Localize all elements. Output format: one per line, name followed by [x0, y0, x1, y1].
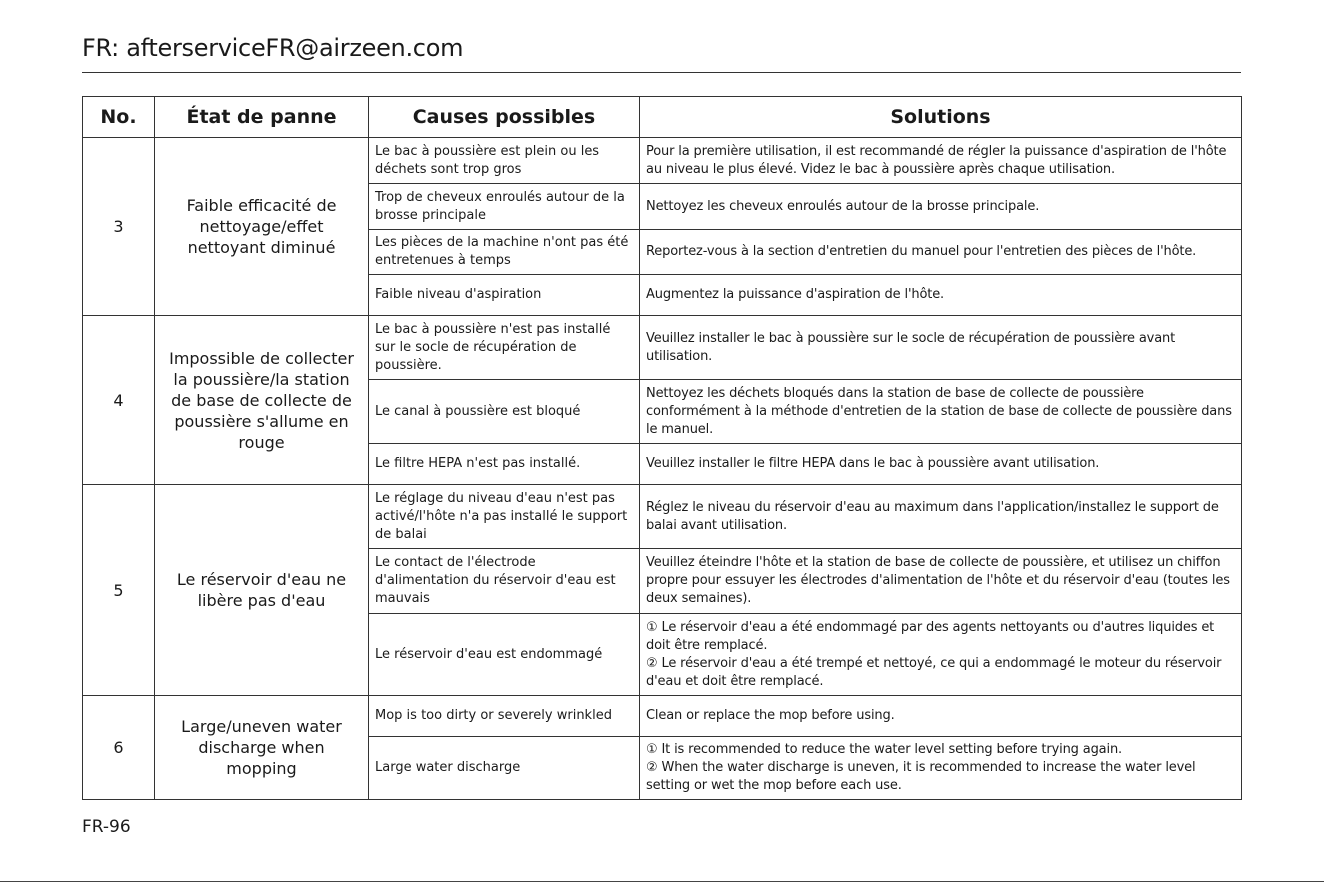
fault-number: 5: [83, 485, 155, 696]
bottom-divider: [0, 881, 1324, 882]
solution: Veuillez installer le filtre HEPA dans le bac à poussière avant utilisation.: [640, 444, 1242, 485]
solution: Nettoyez les cheveux enroulés autour de la brosse principale.: [640, 184, 1242, 230]
solution-line: ② Le réservoir d'eau a été trempé et nettoyé, ce qui a endommagé le moteur du réservoir d'eau et doit être remplacé.: [646, 655, 1222, 689]
solution: Augmentez la puissance d'aspiration de l'hôte.: [640, 275, 1242, 316]
troubleshooting-table: [82, 96, 1242, 800]
column-header-solutions: Solutions: [640, 97, 1242, 138]
table-row: [83, 485, 1242, 549]
fault-state: Le réservoir d'eau ne libère pas d'eau: [155, 485, 369, 696]
fault-number: 3: [83, 138, 155, 316]
fault-number: 4: [83, 316, 155, 485]
table-row: [83, 316, 1242, 380]
possible-cause: Le contact de l'électrode d'alimentation du réservoir d'eau est mauvais: [369, 549, 640, 614]
solution: Nettoyez les déchets bloqués dans la station de base de collecte de poussière conformément à la méthode d'entretien de la station de base de collecte de poussière dans le manuel.: [640, 380, 1242, 444]
table-row: [83, 138, 1242, 184]
page-number: FR-96: [82, 817, 131, 837]
solution-line: ① It is recommended to reduce the water level setting before trying again.: [646, 742, 1123, 757]
solution: [640, 614, 1242, 696]
possible-cause: Le réservoir d'eau est endommagé: [369, 614, 640, 696]
fault-state: Faible efficacité de nettoyage/effet nettoyant diminué: [155, 138, 369, 316]
possible-cause: Trop de cheveux enroulés autour de la brosse principale: [369, 184, 640, 230]
possible-cause: Le réglage du niveau d'eau n'est pas activé/l'hôte n'a pas installé le support de balai: [369, 485, 640, 549]
solution: Veuillez installer le bac à poussière sur le socle de récupération de poussière avant utilisation.: [640, 316, 1242, 380]
possible-cause: Le bac à poussière est plein ou les déchets sont trop gros: [369, 138, 640, 184]
solution: Veuillez éteindre l'hôte et la station de base de collecte de poussière, et utilisez un chiffon propre pour essuyer les électrodes d'alimentation de l'hôte et du réservoir d'eau (toutes les deux semaines).: [640, 549, 1242, 614]
possible-cause: Mop is too dirty or severely wrinkled: [369, 696, 640, 737]
solution-line: ② When the water discharge is uneven, it is recommended to increase the water level setting or wet the mop before each use.: [646, 760, 1196, 793]
fault-state: Large/uneven water discharge when mopping: [155, 696, 369, 800]
header-divider: [82, 72, 1241, 73]
solution-line: ① Le réservoir d'eau a été endommagé par des agents nettoyants ou d'autres liquides et doit être remplacé.: [646, 619, 1215, 653]
column-header-causes: Causes possibles: [369, 97, 640, 138]
possible-cause: Faible niveau d'aspiration: [369, 275, 640, 316]
possible-cause: Le filtre HEPA n'est pas installé.: [369, 444, 640, 485]
possible-cause: Large water discharge: [369, 737, 640, 800]
fault-number: 6: [83, 696, 155, 800]
header-email: FR: afterserviceFR@airzeen.com: [82, 34, 464, 62]
table-header-row: [83, 97, 1242, 138]
fault-state: Impossible de collecter la poussière/la station de base de collecte de poussière s'allume en rouge: [155, 316, 369, 485]
possible-cause: Le bac à poussière n'est pas installé sur le socle de récupération de poussière.: [369, 316, 640, 380]
column-header-no: No.: [83, 97, 155, 138]
solution: Pour la première utilisation, il est recommandé de régler la puissance d'aspiration de l'hôte au niveau le plus élevé. Videz le bac à poussière après chaque utilisation.: [640, 138, 1242, 184]
solution: Reportez-vous à la section d'entretien du manuel pour l'entretien des pièces de l'hôte.: [640, 230, 1242, 275]
possible-cause: Les pièces de la machine n'ont pas été entretenues à temps: [369, 230, 640, 275]
solution: [640, 737, 1242, 800]
possible-cause: Le canal à poussière est bloqué: [369, 380, 640, 444]
column-header-state: État de panne: [155, 97, 369, 138]
table-row: [83, 696, 1242, 737]
solution: Clean or replace the mop before using.: [640, 696, 1242, 737]
solution: Réglez le niveau du réservoir d'eau au maximum dans l'application/installez le support de balai avant utilisation.: [640, 485, 1242, 549]
